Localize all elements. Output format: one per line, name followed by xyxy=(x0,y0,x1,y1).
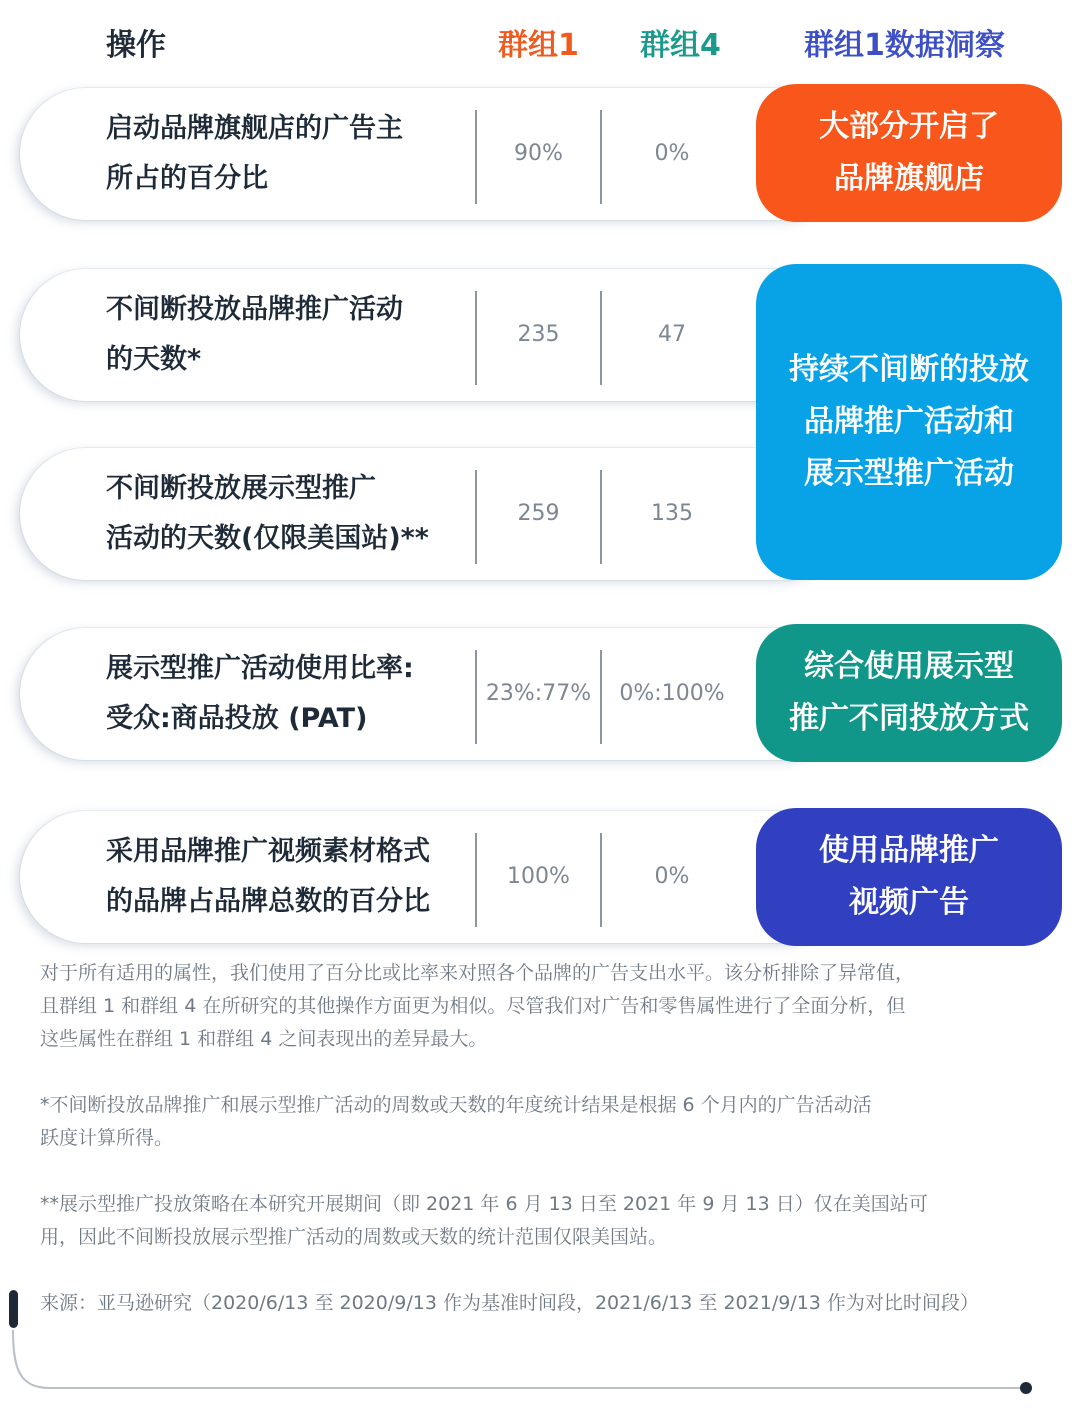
column-header-insights: 群组1数据洞察 xyxy=(804,28,1005,63)
row-label xyxy=(106,644,466,744)
row-label-line: 所占的百分比 xyxy=(106,163,268,194)
row-label-line: 受众:商品投放 (PAT) xyxy=(106,703,368,734)
group1-value: 23%:77% xyxy=(485,681,592,706)
note-line: 用，因此不间断投放展示型推广活动的周数或天数的统计范围仅限美国站。 xyxy=(40,1226,668,1248)
insight-card-targeting xyxy=(756,624,1062,762)
row-label-line: 活动的天数(仅限美国站)** xyxy=(106,523,429,554)
footnote-asterisk xyxy=(40,1089,1050,1155)
column-header-group4: 群组4 xyxy=(640,28,721,63)
table-row xyxy=(20,628,850,760)
row-label xyxy=(106,827,466,927)
note-line: *不间断投放品牌推广和展示型推广活动的周数或天数的年度统计结果是根据 6 个月内的广告活动活 xyxy=(40,1094,872,1116)
insight-line: 大部分开启了 xyxy=(819,109,999,144)
group4-value: 47 xyxy=(658,322,686,347)
insight-line: 视频广告 xyxy=(849,885,969,920)
row-label-line: 不间断投放品牌推广活动 xyxy=(106,294,403,325)
group1-value: 235 xyxy=(517,322,560,347)
row-label-line: 启动品牌旗舰店的广告主 xyxy=(106,113,403,144)
decorative-dot xyxy=(1020,1382,1032,1394)
note-line: **展示型推广投放策略在本研究开展期间（即 2021 年 6 月 13 日至 2021 年 9 月 13 日）仅在美国站可 xyxy=(40,1193,928,1215)
table-row xyxy=(20,88,850,220)
group1-value: 259 xyxy=(517,501,560,526)
row-label-line: 的品牌占品牌总数的百分比 xyxy=(106,886,430,917)
note-line: 且群组 1 和群组 4 在所研究的其他操作方面更为相似。尽管我们对广告和零售属性进行了全面分析，但 xyxy=(40,995,906,1017)
insight-line: 品牌旗舰店 xyxy=(834,161,984,196)
insight-card-flagship xyxy=(756,84,1062,222)
column-header-group1: 群组1 xyxy=(498,28,579,63)
row-label-line: 展示型推广活动使用比率: xyxy=(106,653,414,684)
group1-value: 100% xyxy=(507,864,570,889)
insight-line: 展示型推广活动 xyxy=(804,456,1014,491)
group1-value: 90% xyxy=(514,141,563,166)
row-label-line: 的天数* xyxy=(106,344,202,375)
group4-value: 0%:100% xyxy=(619,681,725,706)
row-label xyxy=(106,285,466,385)
row-label-line: 采用品牌推广视频素材格式 xyxy=(106,836,430,867)
group4-value: 0% xyxy=(654,864,690,889)
insight-card-continuous xyxy=(756,264,1062,580)
insight-line: 持续不间断的投放 xyxy=(789,352,1029,387)
note-line: 跃度计算所得。 xyxy=(40,1127,174,1149)
row-label xyxy=(106,104,466,204)
row-label xyxy=(106,464,466,564)
group4-value: 135 xyxy=(651,501,693,526)
insight-card-video xyxy=(756,808,1062,946)
table-row xyxy=(20,448,850,580)
row-label-line: 不间断投放展示型推广 xyxy=(106,473,376,504)
column-header-operation: 操作 xyxy=(106,28,166,63)
note-line: 这些属性在群组 1 和群组 4 之间表现出的差异最大。 xyxy=(40,1028,488,1050)
methodology-note xyxy=(40,957,1050,1056)
insight-line: 品牌推广活动和 xyxy=(804,404,1014,439)
note-line: 对于所有适用的属性，我们使用了百分比或比率来对照各个品牌的广告支出水平。该分析排除了异常值， xyxy=(40,962,915,984)
accent-bar xyxy=(9,1290,18,1328)
insight-line: 使用品牌推广 xyxy=(819,833,999,868)
table-row xyxy=(20,811,850,943)
source-note xyxy=(40,1287,1050,1320)
footnote-double-asterisk xyxy=(40,1188,1050,1254)
group4-value: 0% xyxy=(654,141,690,166)
source-line: 来源：亚马逊研究（2020/6/13 至 2020/9/13 作为基准时间段，2021/6/13 至 2021/9/13 作为对比时间段） xyxy=(40,1292,979,1314)
table-row xyxy=(20,269,850,401)
insight-line: 综合使用展示型 xyxy=(804,649,1014,684)
insight-line: 推广不同投放方式 xyxy=(789,701,1029,736)
decorative-line xyxy=(0,1330,1080,1410)
